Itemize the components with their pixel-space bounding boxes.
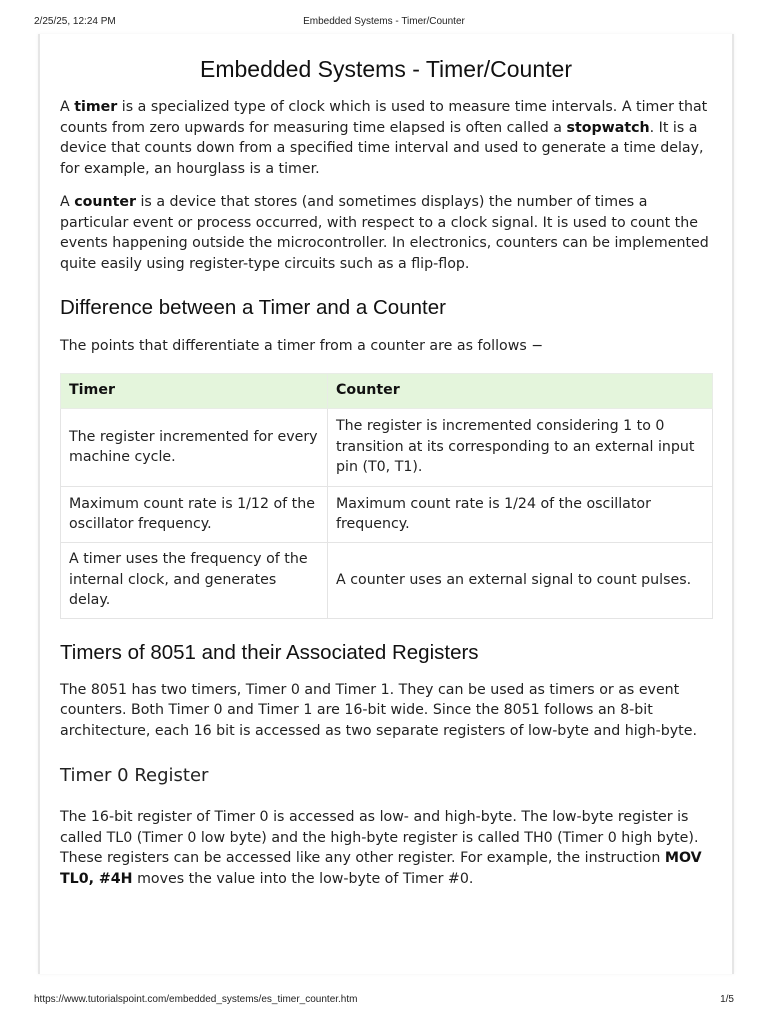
print-page-number: 1/5 <box>720 994 734 1005</box>
print-date: 2/25/25, 12:24 PM <box>34 16 116 27</box>
print-url: https://www.tutorialspoint.com/embedded_systems/es_timer_counter.htm <box>34 994 358 1005</box>
table-header-timer: Timer <box>61 373 328 408</box>
text-run: moves the value into the low-byte of Timer #0. <box>132 870 474 887</box>
table-header-row <box>61 373 713 408</box>
comparison-table <box>60 373 713 619</box>
text-run: A <box>60 194 75 210</box>
table-header-counter: Counter <box>328 373 713 408</box>
table-cell: The register incremented for every machine cycle. <box>61 408 328 486</box>
timer-definition-paragraph <box>60 97 712 179</box>
article-frame <box>38 34 734 974</box>
table-row <box>61 542 713 618</box>
code-instruction: MOV TL0, #4H <box>60 850 702 887</box>
table-cell: The register is incremented considering 1 to 0 transition at its corresponding to an external input pin (T0, T1). <box>328 408 713 486</box>
text-run: A <box>60 99 75 115</box>
article-title: Embedded Systems - Timer/Counter <box>200 56 572 82</box>
text-run: . It is a device that counts down from a specified time interval and used to generate a time delay, for example, an hourglass is a timer. <box>60 119 704 177</box>
table-cell: A timer uses the frequency of the internal clock, and generates delay. <box>61 542 328 618</box>
print-footer <box>34 994 734 1008</box>
text-run: is a device that stores (and sometimes displays) the number of times a particular event or process occurred, with respect to a clock signal. It is used to count the events happening outside the microcontroller. In electronics, counters can be implemented quite easily using register-type circuits such as a flip-flop. <box>60 194 709 272</box>
section-heading-difference: Difference between a Timer and a Counter <box>60 296 446 319</box>
table-cell: A counter uses an external signal to count pulses. <box>328 542 713 618</box>
table-row <box>61 486 713 542</box>
print-header <box>34 16 734 30</box>
table-row <box>61 408 713 486</box>
term-timer: timer <box>74 99 118 115</box>
subsection-heading-timer0: Timer 0 Register <box>60 765 209 786</box>
term-counter: counter <box>74 194 136 210</box>
section-heading-8051-timers: Timers of 8051 and their Associated Registers <box>60 640 479 664</box>
print-page-title: Embedded Systems - Timer/Counter <box>303 16 465 27</box>
table-cell: Maximum count rate is 1/24 of the oscillator frequency. <box>328 486 713 542</box>
text-run: The 16-bit register of Timer 0 is accessed as low- and high-byte. The low-byte register is called TL0 (Timer 0 low byte) and the high-byte register is called TH0 (Timer 0 high byte). These registers can be accessed like any other register. For example, the instruction <box>60 809 699 866</box>
table-cell: Maximum count rate is 1/12 of the oscillator frequency. <box>61 486 328 542</box>
section-intro: The points that differentiate a timer from a counter are as follows − <box>60 338 544 354</box>
timer0-paragraph <box>60 807 712 889</box>
term-stopwatch: stopwatch <box>566 119 650 136</box>
section-paragraph-8051: The 8051 has two timers, Timer 0 and Timer 1. They can be used as timers or as event counters. Both Timer 0 and Timer 1 are 16-bit wide. Since the 8051 follows an 8-bit architecture, each 16 bit is accessed as two separate registers of low-byte and high-byte. <box>60 681 697 739</box>
article-content <box>60 34 712 889</box>
text-run: is a specialized type of clock which is used to measure time intervals. A timer that counts from zero upwards for measuring time elapsed is often called a <box>60 99 708 136</box>
counter-definition-paragraph <box>60 192 712 274</box>
